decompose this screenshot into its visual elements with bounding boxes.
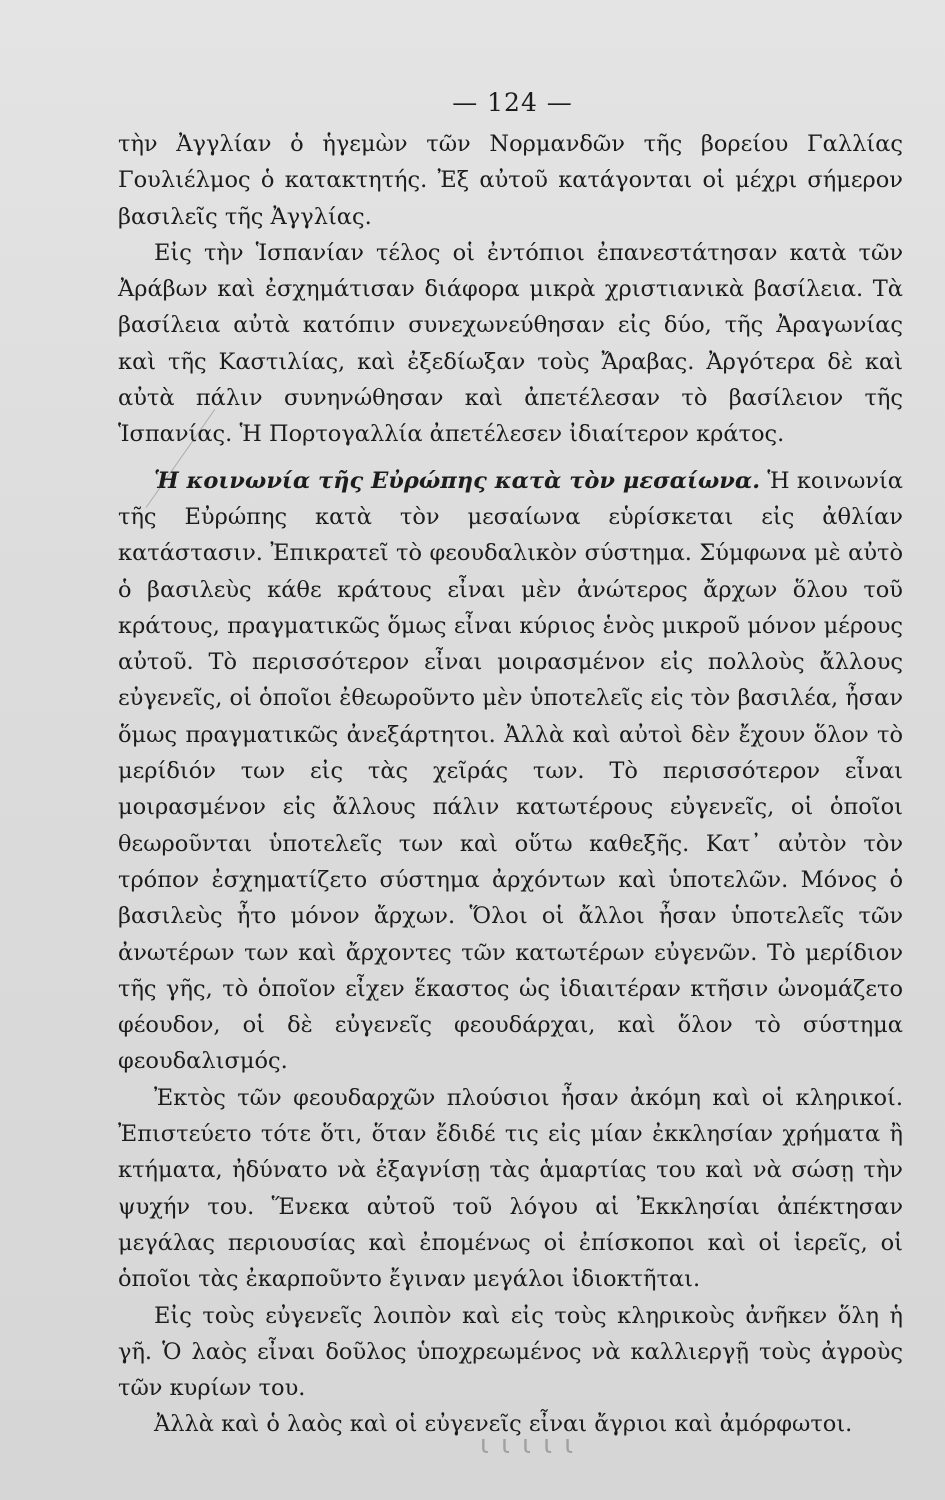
pencil-marks: ι ι ι ι ι xyxy=(480,1430,576,1460)
paragraph-1-text: τὴν Ἀγγλίαν ὁ ἡγεμὼν τῶν Νορμανδῶν τῆς βορείου Γαλλίας Γουλιέλμος ὁ κατακτητής. Ἐξ αὐτοῦ κατάγονται οἱ μέχρι σήμερον βασιλεῖς τῆς Ἀγγλίας. xyxy=(118,131,903,230)
paragraph-2-text: Εἰς τὴν Ἱσπανίαν τέλος οἱ ἐντόπιοι ἐπανεστάτησαν κατὰ τῶν Ἀράβων καὶ ἐσχημάτισαν διάφορα μικρὰ χριστιανικὰ βασίλεια. Τὰ βασίλεια αὐτὰ κατόπιν συνεχωνεύθησαν εἰς δύο, τῆς Ἀραγωνίας καὶ τῆς Καστιλίας, καὶ ἐξεδίωξαν τοὺς Ἄραβας. Ἀργότερα δὲ καὶ αὐτὰ πάλιν συνηνώθησαν καὶ ἀπετέλεσαν τὸ βασίλειον τῆς Ἱσπανίας. Ἡ Πορτογαλλία ἀπετέλεσεν ἰδιαίτερον κράτος. xyxy=(118,239,903,448)
paragraph-5-text: Εἰς τοὺς εὐγενεῖς λοιπὸν καὶ εἰς τοὺς κληρικοὺς ἀνῆκεν ὅλη ἡ γῆ. Ὁ λαὸς εἶναι δοῦλος ὑποχρεωμένος νὰ καλλιεργῇ τοὺς ἀγροὺς τῶν κυρίων του. xyxy=(118,1302,903,1402)
section-heading: Ἡ κοινωνία τῆς Εὐρώπης κατὰ τὸν μεσαίωνα. xyxy=(154,467,761,494)
paragraph-3-text: Ἡ κοινωνία τῆς Εὐρώπης κατὰ τὸν μεσαίωνα εὑρίσκεται εἰς ἀθλίαν κατάστασιν. Ἐπικρατεῖ τὸ φεουδαλικὸν σύστημα. Σύμφωνα μὲ αὐτὸ ὁ βασιλεὺς κάθε κράτους εἶναι μὲν ἀνώτερος ἄρχων ὅλου τοῦ κράτους, πραγματικῶς ὅμως εἶναι κύριος ἑνὸς μικροῦ μόνον μέρους αὐτοῦ. Τὸ περισσότερον εἶναι μοιρασμένον εἰς πολλοὺς ἄλλους εὐγενεῖς, οἱ ὁποῖοι ἐθεωροῦντο μὲν ὑποτελεῖς εἰς τὸν βασιλέα, ἦσαν ὅμως πραγματικῶς ἀνεξάρτητοι. Ἀλλὰ καὶ αὐτοὶ δὲν ἔχουν ὅλον τὸ μερίδιόν των εἰς τὰς χεῖράς των. Τὸ περισσότερον εἶναι μοιρασμένον εἰς ἄλλους πάλιν κατωτέρους εὐγενεῖς, οἱ ὁποῖοι θεωροῦνται ὑποτελεῖς των καὶ οὕτω καθεξῆς. Κατ᾽ αὐτὸν τὸν τρόπον ἐσχηματίζετο σύστημα ἀρχόντων καὶ ὑποτελῶν. Μόνος ὁ βασιλεὺς ἦτο μόνον ἄρχων. Ὅλοι οἱ ἄλλοι ἦσαν ὑποτελεῖς τῶν ἀνωτέρων των καὶ ἄρχοντες τῶν κατωτέρων εὐγενῶν. Τὸ μερίδιον τῆς γῆς, τὸ ὁποῖον εἶχεν ἕκαστος ὡς ἰδιαιτέραν κτῆσιν ὠνομάζετο φέουδον, οἱ δὲ εὐγενεῖς φεουδάρχαι, καὶ ὅλον τὸ σύστημα φεουδαλισμός. xyxy=(118,467,903,1075)
page-number: — 124 — xyxy=(452,88,573,117)
paragraph-1 xyxy=(118,126,903,235)
paragraph-4 xyxy=(118,1080,903,1298)
body-text xyxy=(118,126,903,1443)
paragraph-3 xyxy=(118,463,903,1080)
paragraph-4-text: Ἐκτὸς τῶν φεουδαρχῶν πλούσιοι ἦσαν ἀκόμη καὶ οἱ κληρικοί. Ἐπιστεύετο τότε ὅτι, ὅταν ἔδιδέ τις εἰς μίαν ἐκκλησίαν χρήματα ἢ κτήματα, ἠδύνατο νὰ ἐξαγνίσῃ τὰς ἁμαρτίας του καὶ νὰ σώσῃ τὴν ψυχήν του. Ἕνεκα αὐτοῦ τοῦ λόγου αἱ Ἐκκλησίαι ἀπέκτησαν μεγάλας περιουσίας καὶ ἐπομένως οἱ ἐπίσκοποι καὶ οἱ ἱερεῖς, οἱ ὁποῖοι τὰς ἐκαρποῦντο ἔγιναν μεγάλοι ἰδιοκτῆται. xyxy=(118,1084,903,1293)
paragraph-2 xyxy=(118,235,903,453)
paragraph-6-text: Ἀλλὰ καὶ ὁ λαὸς καὶ οἱ εὐγενεῖς εἶναι ἄγριοι καὶ ἀμόρφωτοι. xyxy=(154,1411,853,1438)
paragraph-5 xyxy=(118,1298,903,1407)
